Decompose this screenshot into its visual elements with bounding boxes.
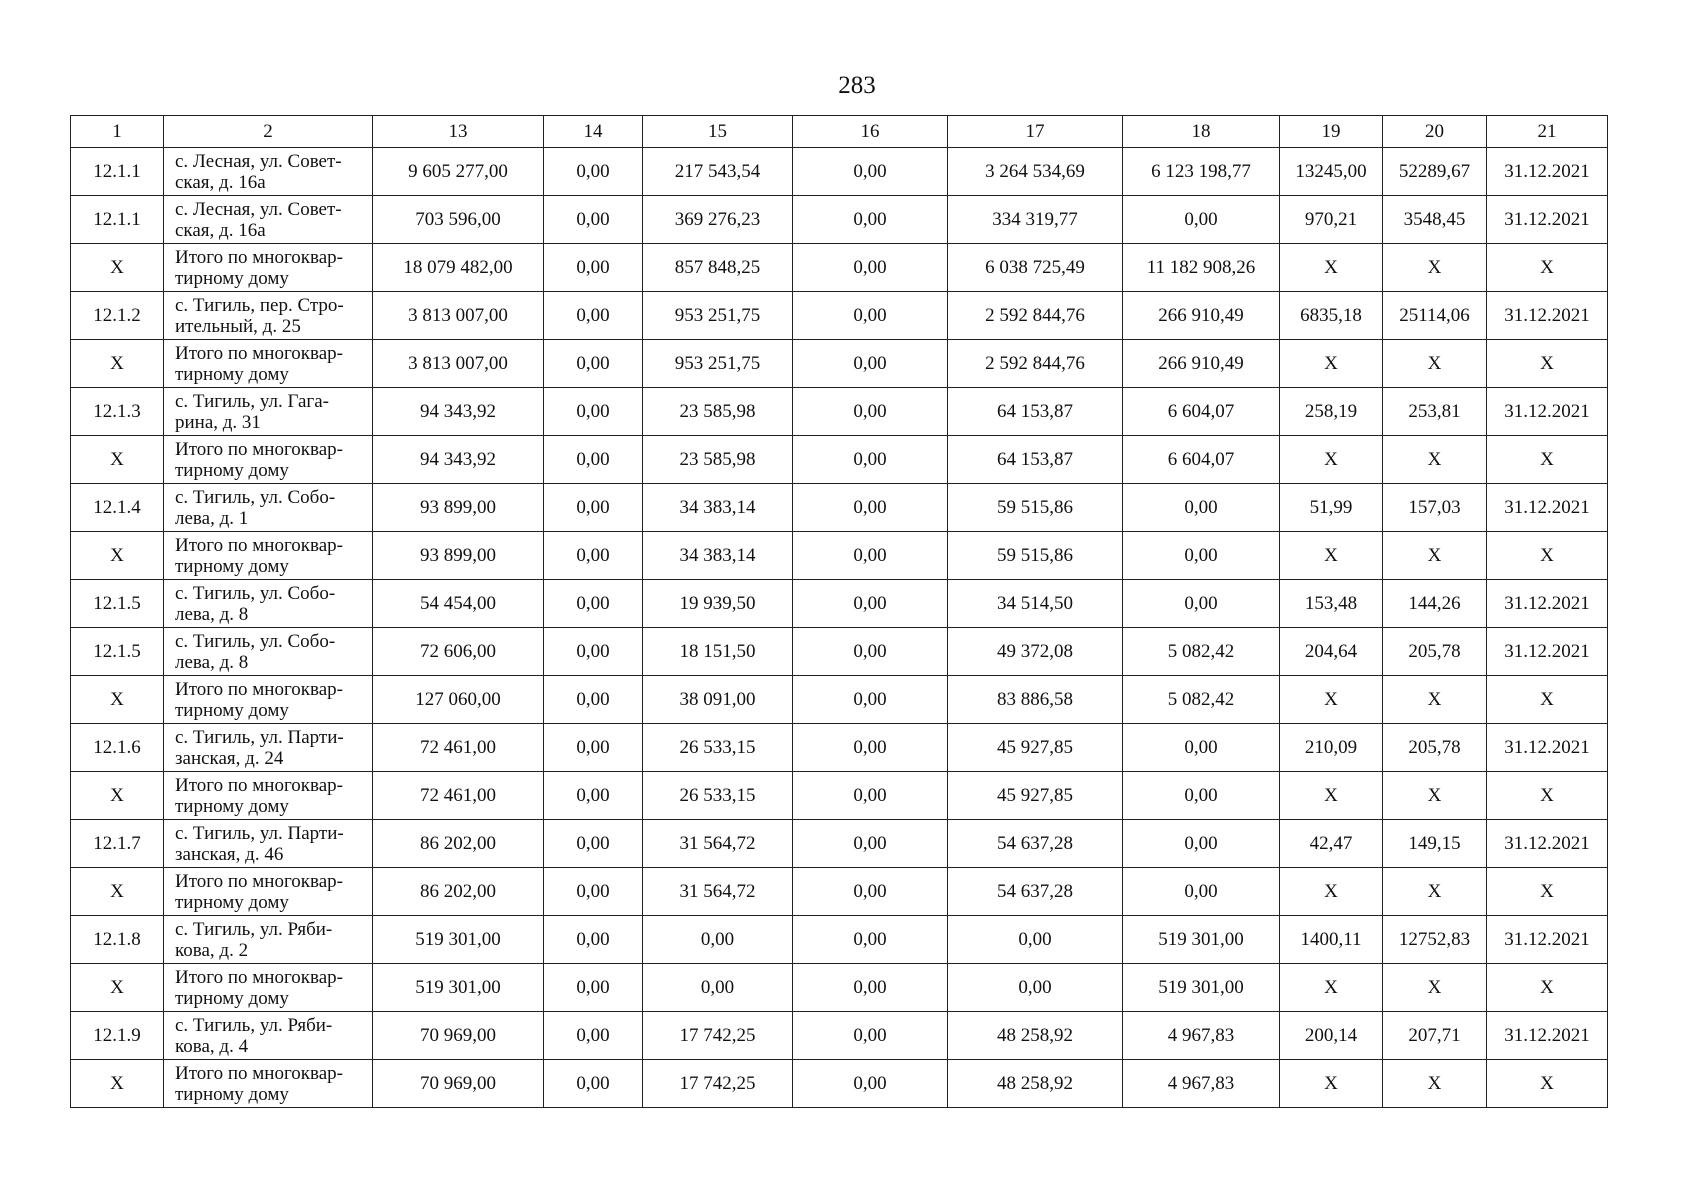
cell-col-2: с. Тигиль, ул. Гага-рина, д. 31 — [164, 388, 373, 436]
cell-col-13: 93 899,00 — [373, 532, 544, 580]
cell-col-14: 0,00 — [544, 868, 643, 916]
cell-col-16: 0,00 — [793, 820, 948, 868]
cell-col-15: 953 251,75 — [643, 340, 793, 388]
cell-col-17: 49 372,08 — [948, 628, 1123, 676]
header-cell-col-21: 21 — [1487, 116, 1608, 148]
cell-col-1: 12.1.7 — [71, 820, 164, 868]
cell-col-20: X — [1383, 436, 1487, 484]
header-row — [71, 116, 1608, 148]
header-cell-col-17: 17 — [948, 116, 1123, 148]
cell-col-14: 0,00 — [544, 964, 643, 1012]
cell-col-2: с. Тигиль, ул. Собо-лева, д. 1 — [164, 484, 373, 532]
header-cell-col-14: 14 — [544, 116, 643, 148]
cell-col-17: 64 153,87 — [948, 388, 1123, 436]
cell-col-13: 70 969,00 — [373, 1012, 544, 1060]
cell-col-16: 0,00 — [793, 1012, 948, 1060]
cell-col-16: 0,00 — [793, 772, 948, 820]
cell-col-17: 59 515,86 — [948, 484, 1123, 532]
cell-col-19: 204,64 — [1280, 628, 1383, 676]
cell-col-1: X — [71, 964, 164, 1012]
table-row — [71, 196, 1608, 244]
table-row — [71, 1012, 1608, 1060]
cell-col-1: 12.1.5 — [71, 628, 164, 676]
cell-col-16: 0,00 — [793, 388, 948, 436]
cell-col-18: 5 082,42 — [1123, 628, 1280, 676]
header-cell-col-2: 2 — [164, 116, 373, 148]
cell-col-1: X — [71, 1060, 164, 1108]
cell-col-13: 94 343,92 — [373, 436, 544, 484]
cell-col-14: 0,00 — [544, 676, 643, 724]
cell-col-14: 0,00 — [544, 244, 643, 292]
cell-col-2: с. Тигиль, пер. Стро-ительный, д. 25 — [164, 292, 373, 340]
cell-col-1: 12.1.4 — [71, 484, 164, 532]
cell-col-13: 519 301,00 — [373, 964, 544, 1012]
header-cell-col-13: 13 — [373, 116, 544, 148]
cell-col-20: 157,03 — [1383, 484, 1487, 532]
cell-col-13: 54 454,00 — [373, 580, 544, 628]
cell-col-19: X — [1280, 772, 1383, 820]
cell-col-1: X — [71, 244, 164, 292]
header-cell-col-15: 15 — [643, 116, 793, 148]
cell-col-19: X — [1280, 532, 1383, 580]
cell-col-18: 266 910,49 — [1123, 292, 1280, 340]
cell-col-21: 31.12.2021 — [1487, 148, 1608, 196]
header-cell-col-1: 1 — [71, 116, 164, 148]
cell-col-14: 0,00 — [544, 628, 643, 676]
cell-col-19: X — [1280, 436, 1383, 484]
cell-col-16: 0,00 — [793, 196, 948, 244]
cell-col-16: 0,00 — [793, 340, 948, 388]
cell-col-17: 34 514,50 — [948, 580, 1123, 628]
cell-col-18: 6 123 198,77 — [1123, 148, 1280, 196]
cell-col-13: 127 060,00 — [373, 676, 544, 724]
cell-col-21: 31.12.2021 — [1487, 916, 1608, 964]
cell-col-14: 0,00 — [544, 724, 643, 772]
cell-col-19: 258,19 — [1280, 388, 1383, 436]
cell-col-16: 0,00 — [793, 292, 948, 340]
cell-col-20: 12752,83 — [1383, 916, 1487, 964]
cell-col-2: Итого по многоквар-тирному дому — [164, 244, 373, 292]
cell-col-13: 86 202,00 — [373, 820, 544, 868]
cell-col-15: 857 848,25 — [643, 244, 793, 292]
cell-col-17: 3 264 534,69 — [948, 148, 1123, 196]
table-row — [71, 292, 1608, 340]
table-row — [71, 148, 1608, 196]
table-row-total — [71, 244, 1608, 292]
cell-col-14: 0,00 — [544, 532, 643, 580]
cell-col-19: 51,99 — [1280, 484, 1383, 532]
cell-col-19: 42,47 — [1280, 820, 1383, 868]
cell-col-15: 38 091,00 — [643, 676, 793, 724]
cell-col-15: 17 742,25 — [643, 1060, 793, 1108]
cell-col-21: 31.12.2021 — [1487, 580, 1608, 628]
cell-col-17: 54 637,28 — [948, 868, 1123, 916]
cell-col-13: 519 301,00 — [373, 916, 544, 964]
cell-col-1: 12.1.8 — [71, 916, 164, 964]
cell-col-20: X — [1383, 244, 1487, 292]
table-row — [71, 628, 1608, 676]
cell-col-18: 6 604,07 — [1123, 388, 1280, 436]
cell-col-1: 12.1.1 — [71, 196, 164, 244]
cell-col-21: X — [1487, 436, 1608, 484]
cell-col-17: 2 592 844,76 — [948, 292, 1123, 340]
cell-col-16: 0,00 — [793, 532, 948, 580]
table-row-total — [71, 772, 1608, 820]
cell-col-18: 4 967,83 — [1123, 1012, 1280, 1060]
cell-col-20: 3548,45 — [1383, 196, 1487, 244]
cell-col-2: с. Тигиль, ул. Ряби-кова, д. 2 — [164, 916, 373, 964]
cell-col-21: X — [1487, 964, 1608, 1012]
cell-col-1: X — [71, 772, 164, 820]
cell-col-14: 0,00 — [544, 772, 643, 820]
cell-col-20: X — [1383, 676, 1487, 724]
cell-col-20: 207,71 — [1383, 1012, 1487, 1060]
cell-col-13: 3 813 007,00 — [373, 340, 544, 388]
cell-col-15: 26 533,15 — [643, 724, 793, 772]
cell-col-16: 0,00 — [793, 436, 948, 484]
cell-col-18: 4 967,83 — [1123, 1060, 1280, 1108]
cell-col-19: X — [1280, 964, 1383, 1012]
table-row-total — [71, 340, 1608, 388]
cell-col-18: 0,00 — [1123, 196, 1280, 244]
cell-col-15: 0,00 — [643, 916, 793, 964]
cell-col-14: 0,00 — [544, 484, 643, 532]
cell-col-18: 266 910,49 — [1123, 340, 1280, 388]
cell-col-16: 0,00 — [793, 1060, 948, 1108]
cell-col-1: X — [71, 532, 164, 580]
cell-col-15: 23 585,98 — [643, 436, 793, 484]
cell-col-19: 13245,00 — [1280, 148, 1383, 196]
cell-col-18: 0,00 — [1123, 580, 1280, 628]
cell-col-2: с. Тигиль, ул. Парти-занская, д. 46 — [164, 820, 373, 868]
cell-col-1: X — [71, 436, 164, 484]
cell-col-17: 48 258,92 — [948, 1012, 1123, 1060]
cell-col-16: 0,00 — [793, 868, 948, 916]
cell-col-19: X — [1280, 340, 1383, 388]
cell-col-16: 0,00 — [793, 916, 948, 964]
table-row — [71, 484, 1608, 532]
cell-col-2: с. Лесная, ул. Совет-ская, д. 16а — [164, 148, 373, 196]
cell-col-15: 31 564,72 — [643, 820, 793, 868]
cell-col-15: 26 533,15 — [643, 772, 793, 820]
cell-col-13: 72 461,00 — [373, 724, 544, 772]
cell-col-15: 31 564,72 — [643, 868, 793, 916]
data-table — [70, 115, 1608, 1108]
cell-col-2: Итого по многоквар-тирному дому — [164, 868, 373, 916]
cell-col-19: 153,48 — [1280, 580, 1383, 628]
cell-col-16: 0,00 — [793, 580, 948, 628]
cell-col-14: 0,00 — [544, 388, 643, 436]
cell-col-13: 703 596,00 — [373, 196, 544, 244]
cell-col-1: 12.1.2 — [71, 292, 164, 340]
cell-col-18: 0,00 — [1123, 484, 1280, 532]
cell-col-14: 0,00 — [544, 580, 643, 628]
cell-col-15: 34 383,14 — [643, 532, 793, 580]
cell-col-18: 0,00 — [1123, 532, 1280, 580]
cell-col-20: X — [1383, 1060, 1487, 1108]
cell-col-20: 205,78 — [1383, 724, 1487, 772]
cell-col-20: X — [1383, 964, 1487, 1012]
cell-col-19: X — [1280, 1060, 1383, 1108]
cell-col-19: X — [1280, 676, 1383, 724]
cell-col-17: 6 038 725,49 — [948, 244, 1123, 292]
cell-col-21: 31.12.2021 — [1487, 388, 1608, 436]
cell-col-21: X — [1487, 244, 1608, 292]
cell-col-13: 72 606,00 — [373, 628, 544, 676]
cell-col-13: 3 813 007,00 — [373, 292, 544, 340]
cell-col-21: 31.12.2021 — [1487, 196, 1608, 244]
cell-col-21: X — [1487, 532, 1608, 580]
cell-col-16: 0,00 — [793, 676, 948, 724]
header-cell-col-16: 16 — [793, 116, 948, 148]
cell-col-1: 12.1.3 — [71, 388, 164, 436]
cell-col-16: 0,00 — [793, 724, 948, 772]
cell-col-18: 0,00 — [1123, 820, 1280, 868]
cell-col-21: X — [1487, 868, 1608, 916]
table-row — [71, 916, 1608, 964]
cell-col-18: 6 604,07 — [1123, 436, 1280, 484]
cell-col-17: 59 515,86 — [948, 532, 1123, 580]
cell-col-2: с. Тигиль, ул. Ряби-кова, д. 4 — [164, 1012, 373, 1060]
cell-col-16: 0,00 — [793, 484, 948, 532]
cell-col-2: Итого по многоквар-тирному дому — [164, 964, 373, 1012]
cell-col-14: 0,00 — [544, 1060, 643, 1108]
cell-col-1: 12.1.9 — [71, 1012, 164, 1060]
cell-col-2: Итого по многоквар-тирному дому — [164, 772, 373, 820]
cell-col-1: X — [71, 340, 164, 388]
cell-col-14: 0,00 — [544, 820, 643, 868]
cell-col-21: X — [1487, 1060, 1608, 1108]
cell-col-19: X — [1280, 868, 1383, 916]
cell-col-19: 200,14 — [1280, 1012, 1383, 1060]
cell-col-13: 70 969,00 — [373, 1060, 544, 1108]
cell-col-20: X — [1383, 340, 1487, 388]
cell-col-14: 0,00 — [544, 436, 643, 484]
table-row-total — [71, 436, 1608, 484]
table-row-total — [71, 532, 1608, 580]
cell-col-18: 0,00 — [1123, 724, 1280, 772]
cell-col-19: 6835,18 — [1280, 292, 1383, 340]
cell-col-15: 369 276,23 — [643, 196, 793, 244]
cell-col-14: 0,00 — [544, 196, 643, 244]
cell-col-15: 19 939,50 — [643, 580, 793, 628]
table-row-total — [71, 1060, 1608, 1108]
cell-col-20: X — [1383, 868, 1487, 916]
cell-col-20: 253,81 — [1383, 388, 1487, 436]
cell-col-1: 12.1.5 — [71, 580, 164, 628]
cell-col-19: 210,09 — [1280, 724, 1383, 772]
cell-col-2: с. Лесная, ул. Совет-ская, д. 16а — [164, 196, 373, 244]
cell-col-15: 217 543,54 — [643, 148, 793, 196]
cell-col-2: с. Тигиль, ул. Собо-лева, д. 8 — [164, 580, 373, 628]
cell-col-20: 52289,67 — [1383, 148, 1487, 196]
table-row-total — [71, 964, 1608, 1012]
cell-col-21: 31.12.2021 — [1487, 484, 1608, 532]
cell-col-17: 334 319,77 — [948, 196, 1123, 244]
page-number: 283 — [838, 72, 876, 99]
cell-col-15: 23 585,98 — [643, 388, 793, 436]
cell-col-13: 72 461,00 — [373, 772, 544, 820]
cell-col-13: 18 079 482,00 — [373, 244, 544, 292]
cell-col-21: X — [1487, 772, 1608, 820]
header-cell-col-19: 19 — [1280, 116, 1383, 148]
cell-col-14: 0,00 — [544, 1012, 643, 1060]
cell-col-17: 2 592 844,76 — [948, 340, 1123, 388]
cell-col-21: 31.12.2021 — [1487, 724, 1608, 772]
cell-col-17: 45 927,85 — [948, 724, 1123, 772]
cell-col-17: 54 637,28 — [948, 820, 1123, 868]
cell-col-21: X — [1487, 676, 1608, 724]
cell-col-16: 0,00 — [793, 244, 948, 292]
cell-col-19: X — [1280, 244, 1383, 292]
cell-col-15: 17 742,25 — [643, 1012, 793, 1060]
cell-col-15: 34 383,14 — [643, 484, 793, 532]
cell-col-14: 0,00 — [544, 292, 643, 340]
table-row — [71, 388, 1608, 436]
cell-col-20: X — [1383, 772, 1487, 820]
cell-col-14: 0,00 — [544, 340, 643, 388]
cell-col-1: 12.1.1 — [71, 148, 164, 196]
cell-col-21: 31.12.2021 — [1487, 1012, 1608, 1060]
cell-col-14: 0,00 — [544, 916, 643, 964]
cell-col-15: 18 151,50 — [643, 628, 793, 676]
cell-col-17: 83 886,58 — [948, 676, 1123, 724]
cell-col-17: 0,00 — [948, 916, 1123, 964]
cell-col-18: 0,00 — [1123, 868, 1280, 916]
cell-col-18: 0,00 — [1123, 772, 1280, 820]
table-row — [71, 820, 1608, 868]
cell-col-18: 519 301,00 — [1123, 916, 1280, 964]
cell-col-1: 12.1.6 — [71, 724, 164, 772]
cell-col-15: 953 251,75 — [643, 292, 793, 340]
cell-col-18: 5 082,42 — [1123, 676, 1280, 724]
table-row — [71, 580, 1608, 628]
cell-col-21: X — [1487, 340, 1608, 388]
cell-col-1: X — [71, 868, 164, 916]
table-row-total — [71, 676, 1608, 724]
header-cell-col-18: 18 — [1123, 116, 1280, 148]
cell-col-17: 0,00 — [948, 964, 1123, 1012]
cell-col-13: 94 343,92 — [373, 388, 544, 436]
cell-col-1: X — [71, 676, 164, 724]
cell-col-16: 0,00 — [793, 148, 948, 196]
cell-col-13: 93 899,00 — [373, 484, 544, 532]
cell-col-2: с. Тигиль, ул. Собо-лева, д. 8 — [164, 628, 373, 676]
cell-col-13: 86 202,00 — [373, 868, 544, 916]
cell-col-21: 31.12.2021 — [1487, 628, 1608, 676]
cell-col-21: 31.12.2021 — [1487, 292, 1608, 340]
cell-col-17: 64 153,87 — [948, 436, 1123, 484]
cell-col-16: 0,00 — [793, 628, 948, 676]
cell-col-2: Итого по многоквар-тирному дому — [164, 340, 373, 388]
cell-col-16: 0,00 — [793, 964, 948, 1012]
cell-col-20: 144,26 — [1383, 580, 1487, 628]
cell-col-14: 0,00 — [544, 148, 643, 196]
cell-col-20: 205,78 — [1383, 628, 1487, 676]
cell-col-20: 149,15 — [1383, 820, 1487, 868]
cell-col-2: с. Тигиль, ул. Парти-занская, д. 24 — [164, 724, 373, 772]
table-row-total — [71, 868, 1608, 916]
cell-col-2: Итого по многоквар-тирному дому — [164, 676, 373, 724]
cell-col-2: Итого по многоквар-тирному дому — [164, 436, 373, 484]
cell-col-13: 9 605 277,00 — [373, 148, 544, 196]
cell-col-18: 519 301,00 — [1123, 964, 1280, 1012]
cell-col-2: Итого по многоквар-тирному дому — [164, 1060, 373, 1108]
cell-col-17: 48 258,92 — [948, 1060, 1123, 1108]
header-cell-col-20: 20 — [1383, 116, 1487, 148]
cell-col-15: 0,00 — [643, 964, 793, 1012]
cell-col-18: 11 182 908,26 — [1123, 244, 1280, 292]
cell-col-20: 25114,06 — [1383, 292, 1487, 340]
table-row — [71, 724, 1608, 772]
cell-col-17: 45 927,85 — [948, 772, 1123, 820]
cell-col-19: 1400,11 — [1280, 916, 1383, 964]
cell-col-2: Итого по многоквар-тирному дому — [164, 532, 373, 580]
cell-col-19: 970,21 — [1280, 196, 1383, 244]
cell-col-21: 31.12.2021 — [1487, 820, 1608, 868]
cell-col-20: X — [1383, 532, 1487, 580]
